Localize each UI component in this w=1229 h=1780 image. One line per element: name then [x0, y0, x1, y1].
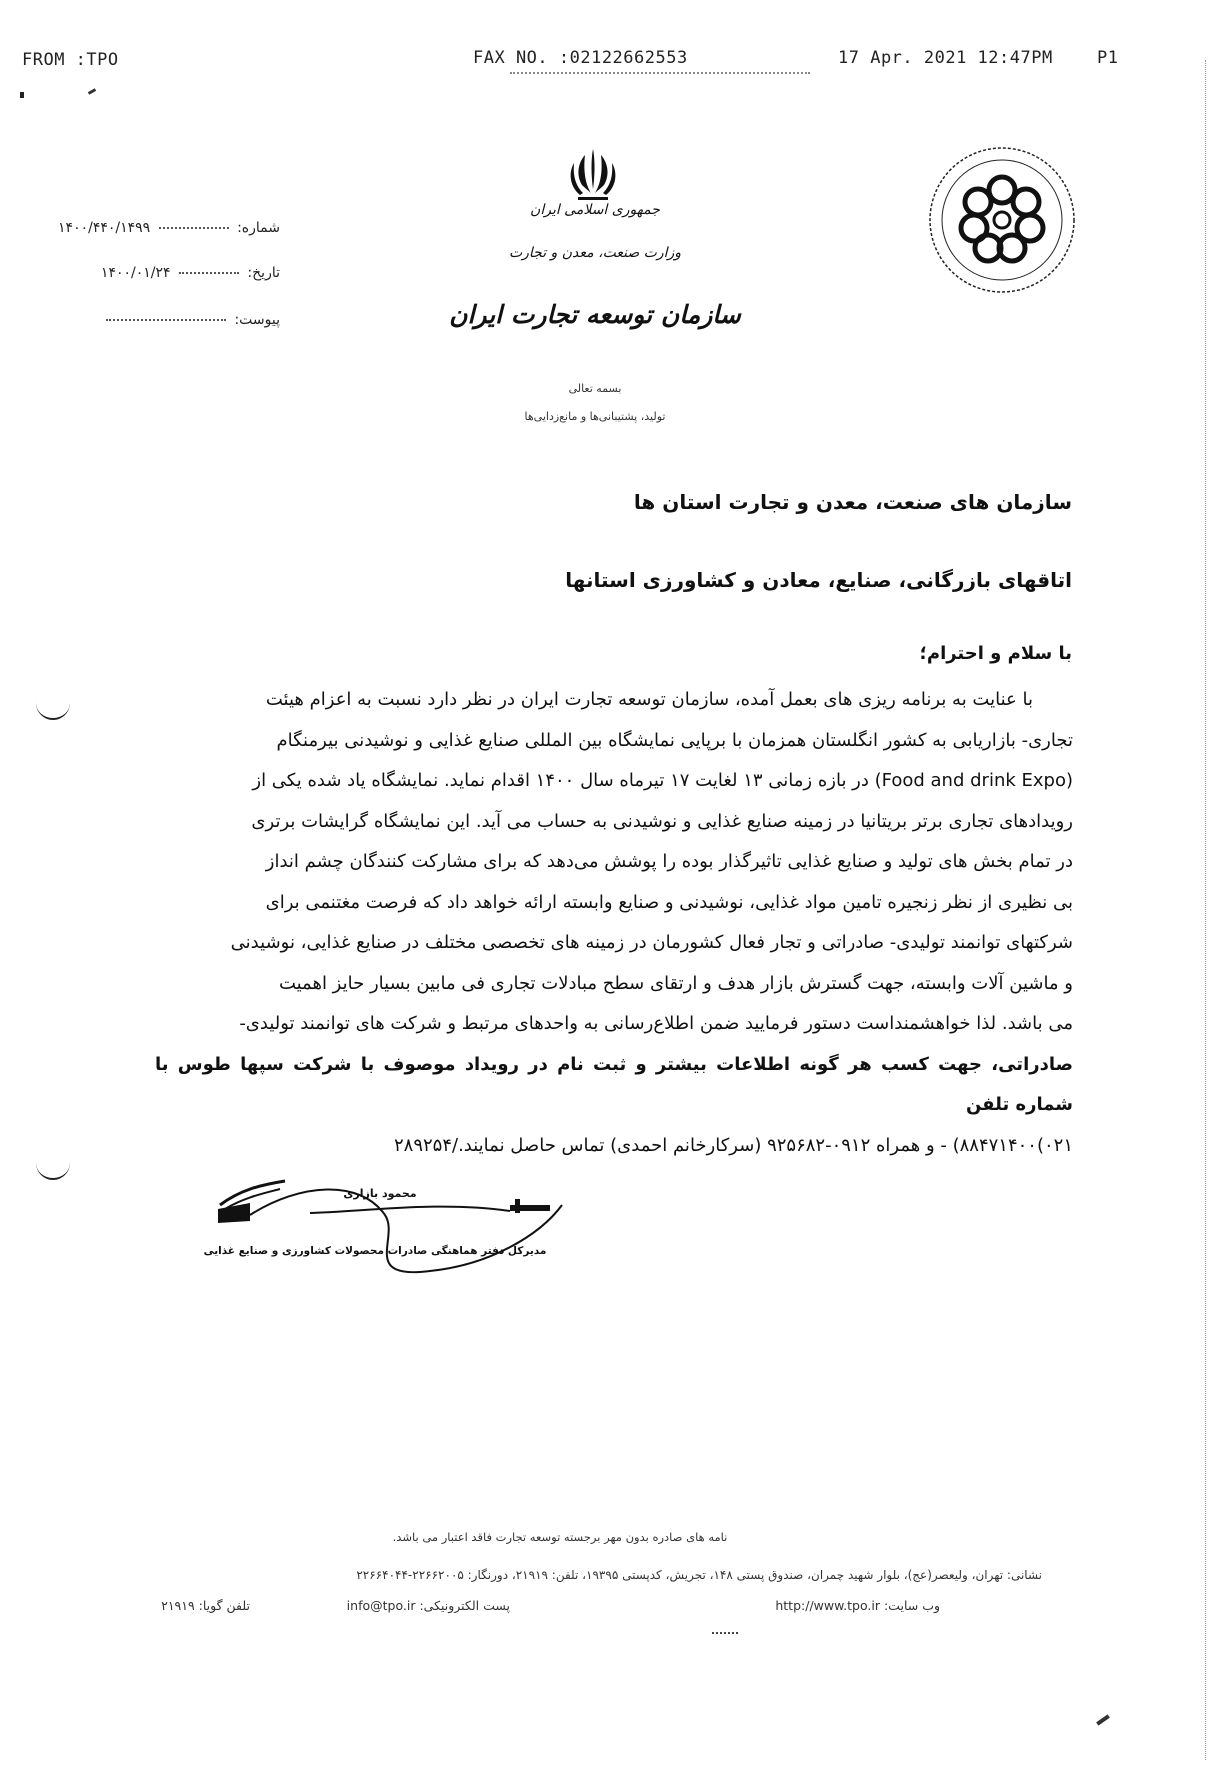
- iran-emblem-icon: [558, 145, 628, 205]
- letterhead-republic: جمهوری اسلامی ایران: [530, 202, 660, 218]
- scan-edge: [1205, 60, 1216, 1760]
- letter-attachment-label: پیوست:: [234, 312, 280, 328]
- bismillah: بسمه تعالی: [568, 382, 622, 395]
- body-line: با عنایت به برنامه ریزی های بعمل آمده، سازمان توسعه تجارت ایران در نظر دارد نسبت به اعزام هیئت: [265, 689, 1033, 710]
- scan-speck: [20, 92, 24, 98]
- fax-from: FROM :TPO: [22, 50, 119, 70]
- letter-body: [155, 680, 1073, 1166]
- body-line: می باشد. لذا خواهشمنداست دستور فرمایید ضمن اطلاع‌رسانی به واحدهای مرتبط و شرکت های توانمند تولیدی-: [239, 1013, 1073, 1034]
- footer-email: پست الکترونیکی: info@tpo.ir: [346, 1598, 510, 1613]
- signatory-name: محمود بازاری: [343, 1187, 417, 1200]
- letterhead-ministry: وزارت صنعت، معدن و تجارت: [508, 245, 682, 261]
- letter-number: [40, 220, 280, 236]
- fax-datetime: 17 Apr. 2021 12:47PM: [838, 48, 1053, 68]
- body-line: بی نظیری از نظر زنجیره تامین مواد غذایی، نوشیدنی و صنایع وابسته ارائه خواهد داد که فرصت مغتنمی برای: [265, 891, 1073, 913]
- fax-number: FAX NO. :02122662553: [473, 48, 688, 68]
- letter-date-value: ۱۴۰۰/۰۱/۲۴: [100, 265, 171, 281]
- body-line: ۰۲۱)۸۸۴۷۱۴۰۰) - و همراه ۰۹۱۲-۹۲۵۶۸۲ (سرکارخانم احمدی) تماس حاصل نمایند./۲۸۹۲۵۴: [393, 1134, 1073, 1156]
- punch-hole-mark: [36, 690, 70, 720]
- fax-page: P1: [1097, 48, 1119, 68]
- body-line: شرکتهای توانمند تولیدی- صادراتی و تجار فعال کشورمان در زمینه های تخصصی مختلف در صنایع غذایی، نوشیدنی: [230, 932, 1073, 953]
- body-line: رویدادهای تجاری برتر بریتانیا در زمینه صنایع غذایی و نوشیدنی به حساب می آید. این نمایشگاه گرایشات برتری: [251, 810, 1073, 832]
- dotted-line: [159, 227, 229, 229]
- tpo-logo-icon: [922, 140, 1082, 300]
- scan-speck: [88, 88, 96, 95]
- footer-callcenter: تلفن گویا: ۲۱۹۱۹: [161, 1598, 250, 1613]
- recipient-line-1: سازمان های صنعت، معدن و تجارت استان ها: [633, 490, 1072, 514]
- letter-date: [60, 265, 280, 281]
- dotted-line: [106, 319, 226, 321]
- letterhead-organization: سازمان توسعه تجارت ایران: [449, 300, 741, 329]
- punch-hole-mark: [36, 1156, 70, 1180]
- footer-website: وب سایت: http://www.tpo.ir: [775, 1598, 940, 1613]
- scan-noise: [510, 72, 810, 82]
- body-line: تجاری- بازاریابی به کشور انگلستان همزمان با برپایی نمایشگاه بین المللی صنایع غذایی و نوشیدنی بیرمنگام: [276, 729, 1073, 751]
- body-line: و ماشین آلات وابسته، جهت گسترش بازار هدف و ارتقای سطح مبادلات تجاری فی مابین بسیار حایز اهمیت: [278, 972, 1073, 994]
- footer-address: نشانی: تهران، ولیعصر(عج)، بلوار شهید چمران، صندوق پستی ۱۴۸، تجریش، کدپستی ۱۹۳۹۵، تلفن: ۲۱۹۱۹، دورنگار: ۲۲۶۶۲۰۰۵-۲۲۶۶۴۰۴۴: [356, 1568, 1042, 1582]
- dotted-line: [179, 272, 239, 274]
- body-line: (Food and drink Expo) در بازه زمانی ۱۳ لغایت ۱۷ تیرماه سال ۱۴۰۰ اقدام نماید. نمایشگاه یاد شده یکی از: [252, 770, 1073, 791]
- year-slogan: تولید، پشتیبانی‌ها و مانع‌زدایی‌ها: [524, 410, 666, 423]
- letter-attachment: [100, 312, 280, 328]
- scan-noise: [712, 1632, 738, 1640]
- signatory-title: مدیرکل دفتر هماهنگی صادرات محصولات کشاورزی و صنایع غذایی: [203, 1245, 547, 1257]
- footer-note: نامه های صادره بدون مهر برجسته توسعه تجارت فاقد اعتبار می باشد.: [392, 1530, 728, 1544]
- greeting: با سلام و احترام؛: [919, 643, 1072, 664]
- body-paragraph: [155, 680, 1073, 1166]
- scan-speck: [1096, 1714, 1110, 1725]
- letter-number-value: ۱۴۰۰/۴۴۰/۱۴۹۹: [58, 220, 151, 236]
- letter-number-label: شماره:: [237, 220, 280, 236]
- letter-date-label: تاریخ:: [247, 265, 280, 281]
- body-line: در تمام بخش های تولید و صنایع غذایی تاثیرگذار بوده را پوشش می‌دهد که برای مشارکت کنندگان چشم انداز: [265, 851, 1073, 872]
- body-line: صادراتی، جهت کسب هر گونه اطلاعات بیشتر و ثبت نام در رویداد موصوف با شرکت سپها طوس با شماره تلفن: [155, 1053, 1073, 1115]
- recipient-line-2: اتاقهای بازرگانی، صنایع، معادن و کشاورزی استانها: [565, 568, 1072, 592]
